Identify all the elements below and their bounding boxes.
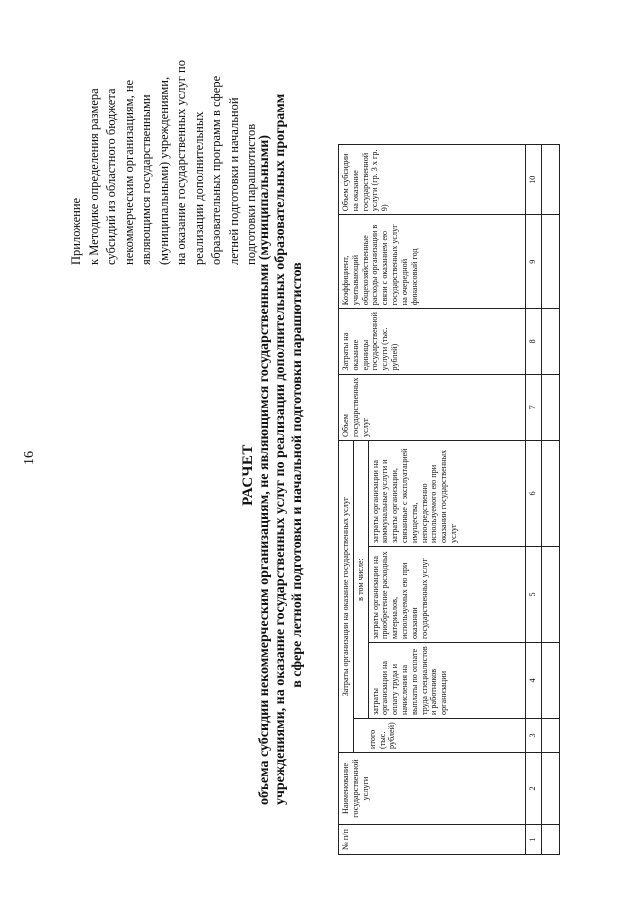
appendix-line: к Методике определения размера (86, 88, 101, 265)
table-cell (541, 374, 559, 440)
header-labor-costs: затраты организации на оплату труда и начисления на выплаты по оплате труда специалистов и работников организации (368, 643, 525, 719)
column-number: 8 (525, 309, 541, 374)
appendix-line: субсидий из областного бюджета (104, 88, 118, 265)
table-cell (541, 753, 559, 825)
table-cell (541, 145, 559, 215)
document-heading (240, 93, 306, 805)
header-utility-costs: затраты организации на коммунальные услуги и затраты организации, связанные с эксплуатацией имущества, непосредственно используемого ею при оказании государственных услуг (368, 441, 525, 547)
table-cell (541, 719, 559, 753)
column-number: 10 (525, 145, 541, 215)
table-cell (541, 309, 559, 374)
appendix-line: образовательных программ в сфере (209, 75, 223, 265)
appendix-note (68, 35, 261, 265)
column-number: 9 (525, 215, 541, 309)
header-unit-cost: Затраты на оказание единицы государственной услуги (тыс. рублей) (339, 309, 526, 374)
appendix-line: (муниципальными) учреждениями, (156, 76, 171, 265)
header-coefficient: Коэффициент, учитывающий общехозяйственные расходы организации в связи с оказанием ею государственных услуг на очередной финансовый год (339, 215, 526, 309)
document-title: РАСЧЕТ (240, 444, 256, 506)
column-number: 4 (525, 643, 541, 719)
heading-line: объема субсидии некоммерческим организациям, не являющимся государственными (муниципальными) (256, 134, 272, 805)
heading-line: в сфере летной подготовки и начальной подготовки парашютистов (289, 262, 305, 688)
table-row (541, 145, 559, 855)
appendix-line: некоммерческим организациям, не (121, 79, 136, 265)
table-cell (541, 215, 559, 309)
table-cell (541, 547, 559, 643)
appendix-line: реализации дополнительных (191, 111, 206, 265)
header-no: № п/п (339, 825, 526, 855)
header-material-costs: затраты организации на приобретение расходных материалов, используемых ею при оказании государственных услуг (368, 547, 525, 643)
appendix-line: подготовки парашютистов (244, 123, 258, 265)
column-number: 1 (525, 825, 541, 855)
appendix-line: являющимся государственными (139, 94, 153, 265)
column-number: 3 (525, 719, 541, 753)
column-number: 6 (525, 441, 541, 547)
header-service-name: Наименование государственной услуги (339, 753, 526, 825)
column-number: 2 (525, 753, 541, 825)
column-number: 7 (525, 374, 541, 440)
header-costs: Затраты организации на оказание государственных услуг (339, 441, 354, 753)
header-volume: Объем государственных услуг (339, 374, 526, 440)
column-number: 5 (525, 547, 541, 643)
header-including: в том числе: (353, 441, 368, 719)
table-cell (541, 643, 559, 719)
header-subsidy: Объем субсидии на оказание государственной услуги (гр. 3 x гр. 9) (339, 145, 526, 215)
header-total: итого (тыс. рублей) (353, 719, 525, 753)
table-cell (541, 441, 559, 547)
appendix-line: летней подготовки и начальной (226, 97, 241, 265)
appendix-line: на оказание государственных услуг по (174, 60, 188, 265)
appendix-line: Приложение (69, 197, 83, 265)
heading-line: учреждениями, на оказание государственных услуг по реализации дополнительных образовательных программ (273, 93, 288, 805)
table-cell (541, 825, 559, 855)
page-number: 16 (22, 451, 37, 465)
calculation-table (338, 144, 560, 855)
